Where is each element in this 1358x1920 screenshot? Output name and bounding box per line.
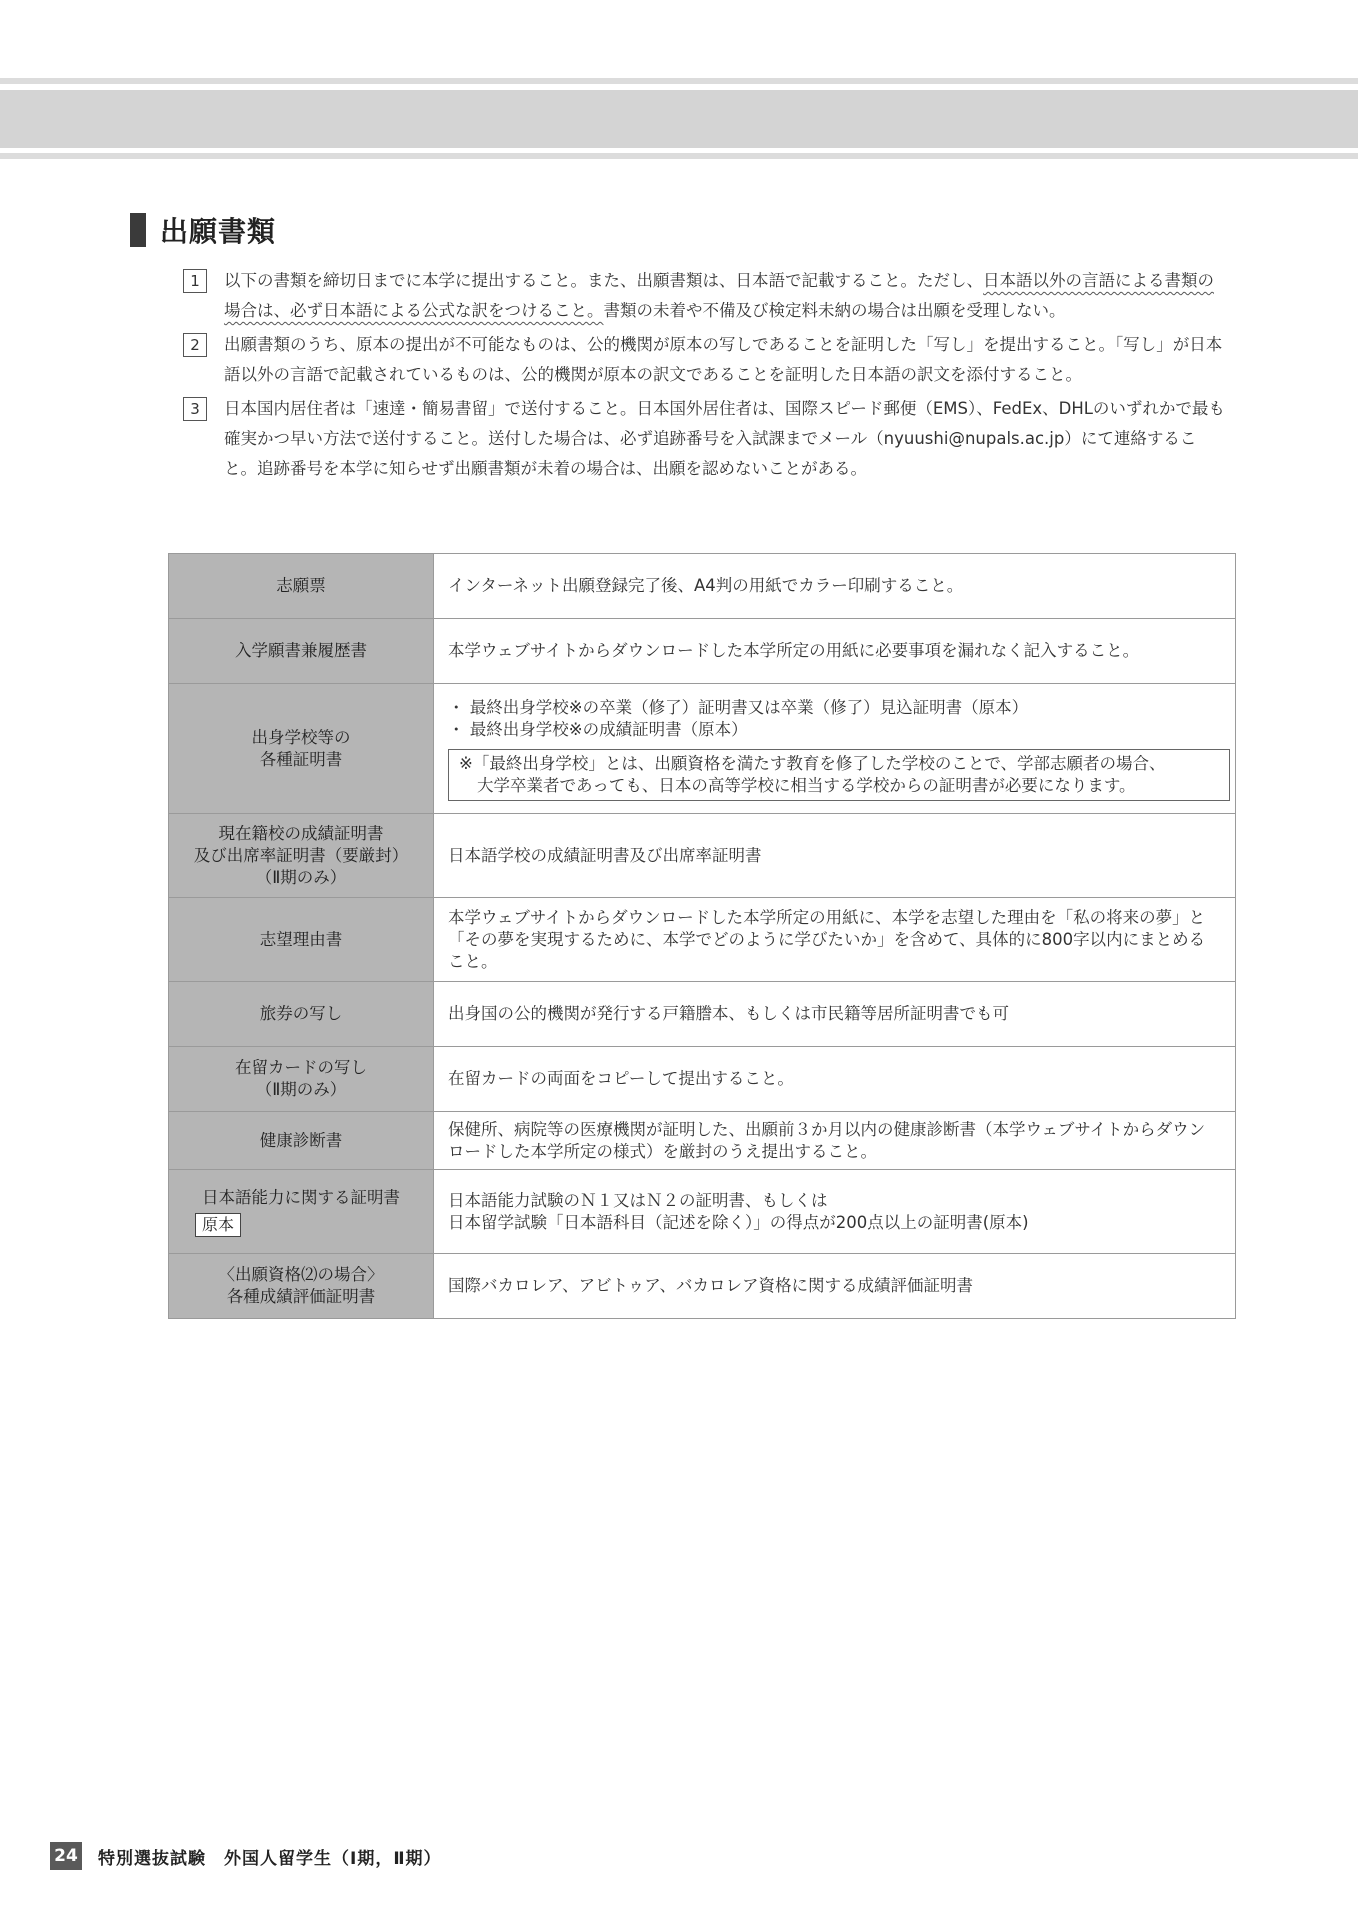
table-row <box>169 684 1236 814</box>
row-content: インターネット出願登録完了後、A4判の用紙でカラー印刷すること。 <box>434 554 1236 619</box>
row-content: 日本語学校の成績証明書及び出席率証明書 <box>434 814 1236 898</box>
row-label: 志望理由書 <box>169 898 434 982</box>
item-text <box>224 266 1225 326</box>
row-content: 本学ウェブサイトからダウンロードした本学所定の用紙に、本学を志望した理由を「私の将来の夢」と「その夢を実現するために、本学でどのように学びたいか」を含めて、具体的に800字以内にまとめること。 <box>434 898 1236 982</box>
row-label <box>169 814 434 898</box>
item-text: 出願書類のうち、原本の提出が不可能なものは、公的機関が原本の写しであることを証明した「写し」を提出すること。「写し」が日本語以外の言語で記載されているものは、公的機関が原本の訳文であることを証明した日本語の訳文を添付すること。 <box>224 335 1223 384</box>
row-content-line: 日本留学試験「日本語科目（記述を除く）」の得点が200点以上の証明書(原本) <box>448 1212 1029 1232</box>
row-content: 出身国の公的機関が発行する戸籍謄本、もしくは市民籍等居所証明書でも可 <box>434 982 1236 1047</box>
table-row <box>169 619 1236 684</box>
row-label-line: （Ⅱ期のみ） <box>255 1080 347 1099</box>
footer-title: 特別選抜試験 外国人留学生（Ⅰ期，Ⅱ期） <box>98 1848 442 1869</box>
row-label <box>169 1254 434 1319</box>
row-content-line: 日本語能力試験のＮ１又はＮ２の証明書、もしくは <box>448 1190 828 1210</box>
item-text-underlined: 日本語以外の言語による書類の場合は、必ず日本語による公式な訳をつけること。 <box>224 271 1214 320</box>
row-content: 保健所、病院等の医療機関が証明した、出願前３か月以内の健康診断書（本学ウェブサイトからダウンロードした本学所定の様式）を厳封のうえ提出すること。 <box>434 1112 1236 1170</box>
row-label: 健康診断書 <box>169 1112 434 1170</box>
instruction-item <box>183 266 1225 326</box>
note-line: 大学卒業者であっても、日本の高等学校に相当する学校からの証明書が必要になります。 <box>477 775 1136 795</box>
instruction-list <box>183 266 1225 488</box>
table-row <box>169 982 1236 1047</box>
note-box <box>448 749 1230 801</box>
note-line: ※「最終出身学校」とは、出願資格を満たす教育を修了した学校のことで、学部志願者の場合、 <box>459 753 1166 773</box>
row-label-line: 出身学校等の <box>251 727 351 747</box>
page-footer <box>50 1842 442 1870</box>
row-content <box>434 1170 1236 1254</box>
item-text: 日本国内居住者は「速達・簡易書留」で送付すること。日本国外居住者は、国際スピード郵便（EMS）、FedEx、DHLのいずれかで最も確実かつ早い方法で送付すること。送付した場合は、必ず追跡番号を入試課までメール（nyuushi@nupals.ac.jp）にて連絡すること。追跡番号を本学に知らせず出願書類が未着の場合は、出願を認めないことがある。 <box>224 399 1225 478</box>
row-label: 志願票 <box>169 554 434 619</box>
row-content <box>434 684 1236 814</box>
bullet-list <box>448 697 1221 741</box>
original-stamp: 原本 <box>195 1213 241 1237</box>
table-row <box>169 898 1236 982</box>
item-number: 1 <box>183 269 207 293</box>
item-text-pre: 以下の書類を締切日までに本学に提出すること。また、出願書類は、日本語で記載すること。ただし、 <box>224 271 983 290</box>
header-band-bottom <box>0 153 1358 159</box>
row-label-line: 現在籍校の成績証明書 <box>218 823 384 843</box>
header-band-top <box>0 78 1358 84</box>
instruction-item <box>183 330 1225 390</box>
row-label-line: 日本語能力に関する証明書 <box>202 1187 400 1207</box>
header-band <box>0 90 1358 148</box>
bullet-item: ・ 最終出身学校※の成績証明書（原本） <box>448 719 748 739</box>
table-row <box>169 1112 1236 1170</box>
row-label-line: 在留カードの写し <box>235 1058 367 1077</box>
row-label-line: 各種証明書 <box>259 749 343 769</box>
documents-table <box>168 553 1236 1319</box>
table-row <box>169 1047 1236 1112</box>
row-label-line: 各種成績評価証明書 <box>226 1287 376 1306</box>
row-label: 入学願書兼履歴書 <box>169 619 434 684</box>
item-number: 2 <box>183 333 207 357</box>
bullet-item: ・ 最終出身学校※の卒業（修了）証明書又は卒業（修了）見込証明書（原本） <box>448 697 1029 717</box>
row-label: 旅券の写し <box>169 982 434 1047</box>
item-text-post: 書類の未着や不備及び検定料未納の場合は出願を受理しない。 <box>603 301 1066 320</box>
item-number: 3 <box>183 397 207 421</box>
instruction-item <box>183 394 1225 484</box>
table-row <box>169 1254 1236 1319</box>
row-content: 在留カードの両面をコピーして提出すること。 <box>434 1047 1236 1112</box>
table-row <box>169 1170 1236 1254</box>
row-label-line: （Ⅱ期のみ） <box>255 867 347 887</box>
row-label <box>169 1170 434 1254</box>
table-row <box>169 814 1236 898</box>
row-label-line: 及び出席率証明書（要厳封） <box>193 845 409 865</box>
row-content: 国際バカロレア、アビトゥア、バカロレア資格に関する成績評価証明書 <box>434 1254 1236 1319</box>
row-content: 本学ウェブサイトからダウンロードした本学所定の用紙に必要事項を漏れなく記入すること。 <box>434 619 1236 684</box>
row-label <box>169 1047 434 1112</box>
row-label-line: 〈出願資格⑵の場合〉 <box>218 1265 384 1284</box>
section-title: 出願書類 <box>160 215 277 248</box>
page-number: 24 <box>50 1842 82 1870</box>
heading-marker <box>130 213 146 247</box>
section-heading <box>130 210 276 250</box>
table-row <box>169 554 1236 619</box>
row-label <box>169 684 434 814</box>
stamp-wrapper <box>169 1209 433 1237</box>
